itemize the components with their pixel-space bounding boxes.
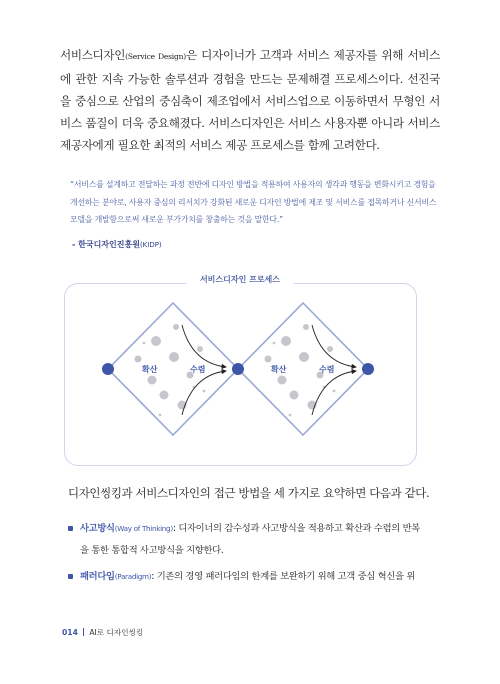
quote-source [72,239,162,250]
intro-paragraph [60,44,440,156]
quote-source-dash: - [72,240,79,249]
page-footer [62,627,143,638]
diamond-left [108,303,238,435]
phase-label-diverge-2: 확산 [271,365,287,374]
double-diamond-diagram [64,283,417,466]
diagram-title: 서비스디자인 프로세스 [186,272,294,288]
bullet-marker [68,526,73,531]
quote-source-org: 한국디자인진흥원 [78,240,140,249]
quote-text: “서비스를 설계하고 전달하는 과정 전반에 디자인 방법을 적용하여 사용자의 생각과 행동을 변화시키고 경험을 개선하는 분야로, 사용자 중심의 리서치가 강화된 새로운 디자인 방법에 제조 및 서비스를 접목하거나 신서비스 모델을 개발함으로써 새로운 부가가치를 창출하는 것을 말한다.” [70,180,437,224]
intro-term: 서비스디자인 [60,48,126,62]
bullet-keyword-en: (Way of Thinking) [114,524,173,533]
page-number: 014 [62,628,78,637]
diamond-right [238,303,368,435]
lead-sentence: 디자인씽킹과 서비스디자인의 접근 방법을 세 가지로 요약하면 다음과 같다. [68,486,430,500]
phase-label-diverge-1: 확산 [142,365,158,374]
phase-label-converge-1: 수렴 [190,365,206,374]
intro-term-en: (Service Design) [125,52,186,61]
quote-source-abbr: (KIDP) [139,241,162,249]
phase-label-converge-2: 수렴 [319,365,335,374]
bullet-item [68,566,440,588]
bullet-marker [68,574,73,579]
bullet-keyword: 패러다임 [80,571,115,582]
intro-body: 은 디자이너가 고객과 서비스 제공자를 위해 서비스에 관한 지속 가능한 솔루션과 경험을 만드는 문제해결 프로세스이다. 선진국을 중심으로 산업의 중심축이 제조업에서 서비스업으로 이동하면서 무형인 서비스 품질이 더욱 중요해졌다. 서비스디자인은 서비스 사용자뿐 아니라 서비스 제공자에게 필요한 최적의 서비스 제공 프로세스를 함께 고려한다. [60,48,440,152]
bullet-text: : 디자이너의 감수성과 사고방식을 적용하고 확산과 수렴의 반복 [172,523,420,534]
bullet-text-continued: 을 통한 통합적 사고방식을 지향한다. [80,545,224,556]
bullet-item [68,518,440,562]
book-title: AI로 디자인씽킹 [89,628,144,637]
bullet-keyword: 사고방식 [80,523,115,534]
footer-divider [83,628,85,636]
bullet-text: : 기존의 경영 패러다임의 한계를 보완하기 위해 고객 중심 혁신을 위 [151,571,416,582]
bullet-keyword-en: (Paradigm) [114,572,152,581]
